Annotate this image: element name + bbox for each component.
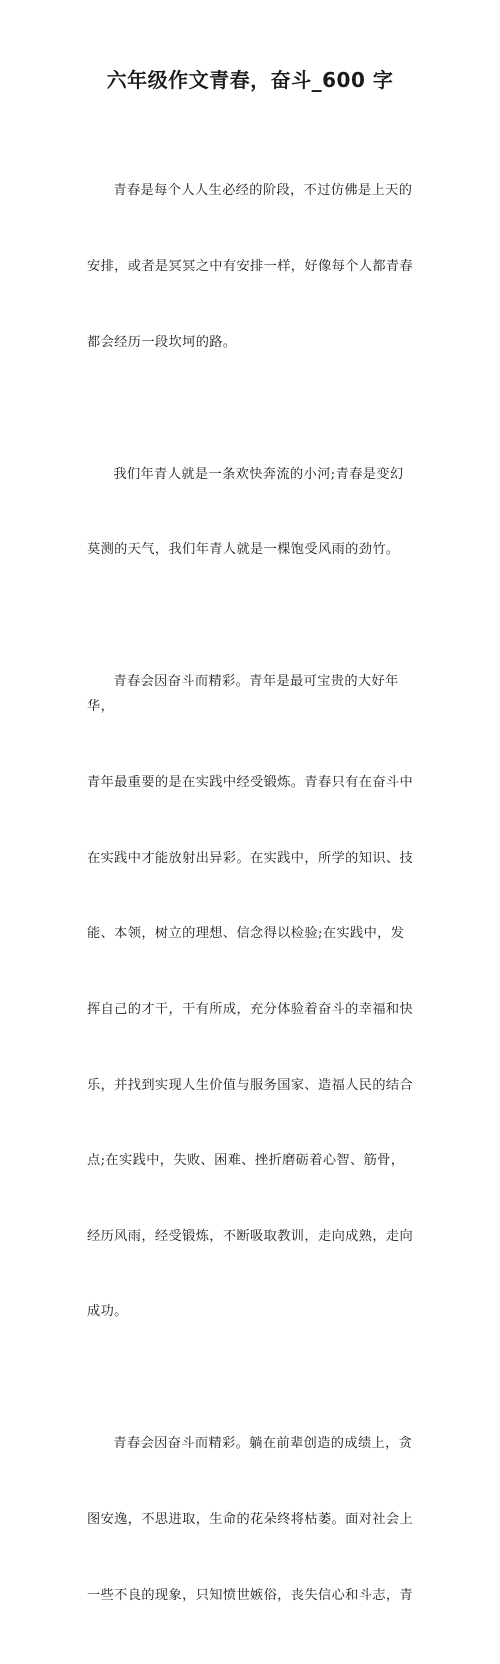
- document-title: 六年级作文青春，奋斗_600 字: [106, 68, 394, 92]
- paragraph-4: [87, 1381, 417, 1658]
- text-line: 图安逸，不思进取，生命的花朵终将枯萎。面对社会上: [87, 1511, 414, 1527]
- text-line: 莫测的天气，我们年青人就是一棵饱受风雨的劲竹。: [87, 542, 400, 558]
- paragraph-1: [87, 128, 417, 405]
- text-line: 点;在实践中，失败、困难、挫折磨砺着心智、筋骨，: [87, 1153, 405, 1169]
- text-line: 乐，并找到实现人生价值与服务国家、造福人民的结合: [87, 1077, 414, 1093]
- text-line: 挥自己的才干，干有所成，充分体验着奋斗的幸福和快: [87, 1001, 414, 1017]
- paragraph-2: [87, 411, 417, 613]
- text-line: 青年最重要的是在实践中经受锻炼。青春只有在奋斗中: [87, 775, 414, 791]
- text-line: 经历风雨，经受锻炼，不断吸取教训，走向成熟，走向: [87, 1228, 414, 1244]
- document-body: [87, 128, 417, 1664]
- text-line: 青春会因奋斗而精彩。青年是最可宝贵的大好年华，: [87, 674, 399, 715]
- text-line: 安排，或者是冥冥之中有安排一样，好像每个人都青春: [87, 259, 414, 275]
- text-line: 都会经历一段坎坷的路。: [87, 334, 237, 350]
- text-line: 青春是每个人人生必经的阶段，不过仿佛是上天的: [113, 183, 413, 199]
- text-line: 一些不良的现象，只知愤世嫉俗，丧失信心和斗志，青: [87, 1587, 414, 1603]
- paragraph-3: [87, 619, 417, 1375]
- text-line: 能、本领，树立的理想、信念得以检验;在实践中，发: [87, 926, 405, 942]
- text-line: 成功。: [87, 1304, 128, 1320]
- text-line: 青春会因奋斗而精彩。躺在前辈创造的成绩上，贪: [113, 1436, 413, 1452]
- text-line: 在实践中才能放射出异彩。在实践中，所学的知识、技: [87, 850, 414, 866]
- text-line: 我们年青人就是一条欢快奔流的小河;青春是变幻: [113, 466, 404, 482]
